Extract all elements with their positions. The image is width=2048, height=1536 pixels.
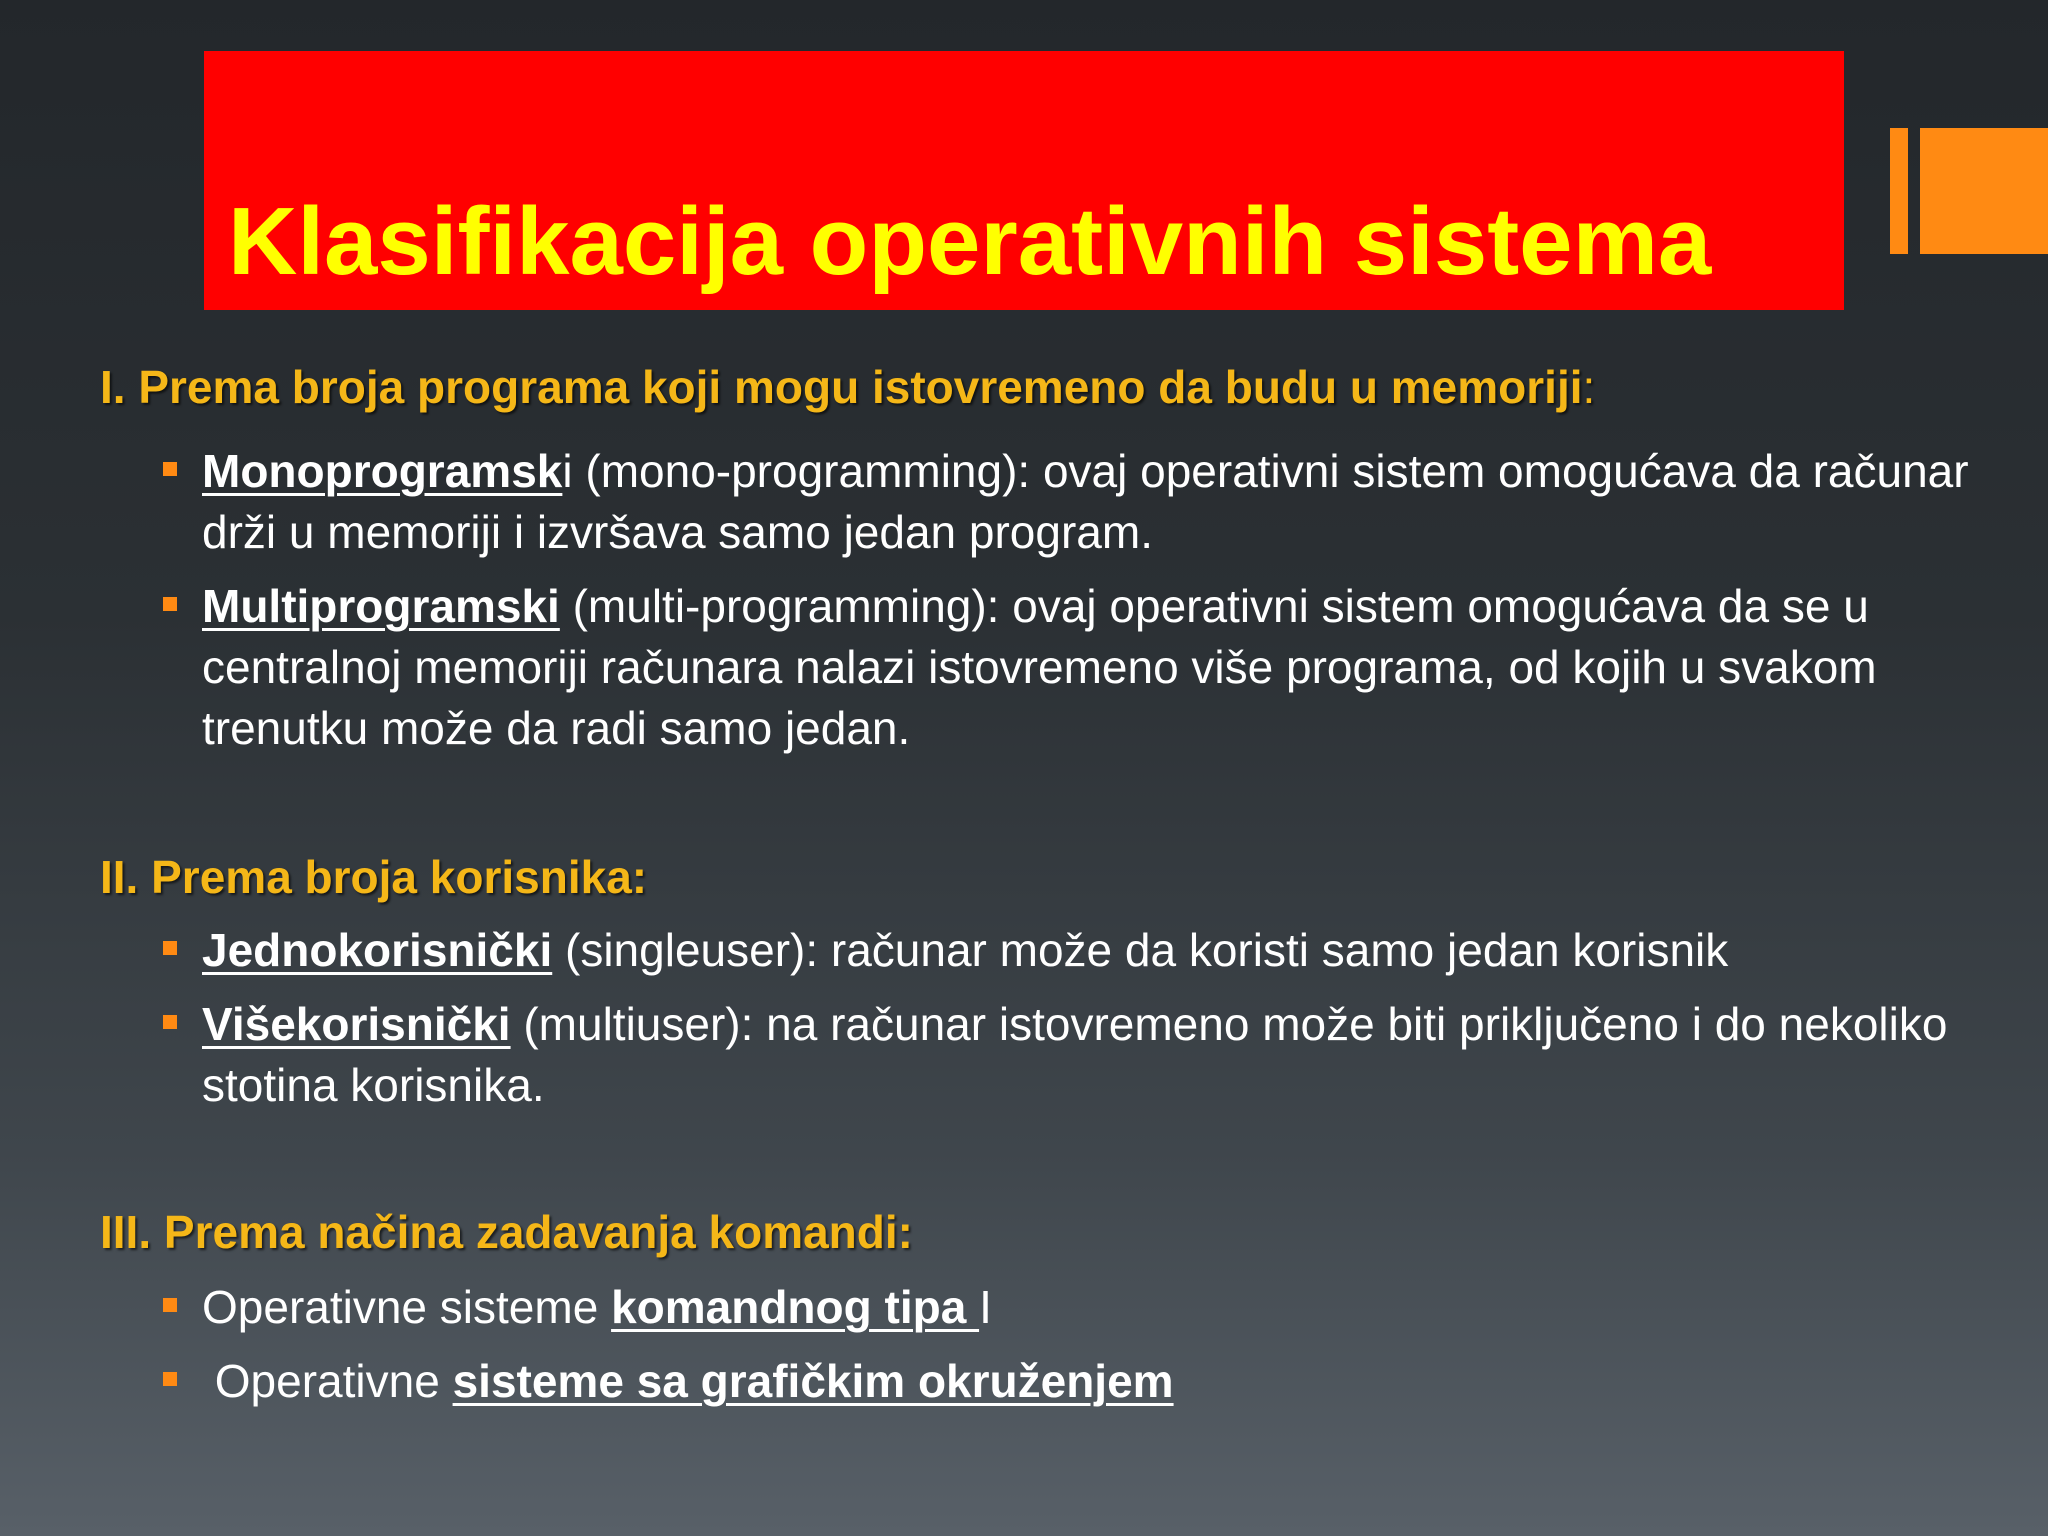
accent-bar	[1890, 128, 1908, 254]
section-heading-1	[100, 360, 1595, 415]
bullet-item-multiprogramski	[202, 576, 1982, 759]
section-heading-1-colon: :	[1582, 361, 1596, 413]
square-bullet-icon	[163, 1015, 177, 1029]
item-text: (multiuser): na računar istovremeno može biti priključeno i do nekoliko stotina korisnika.	[202, 998, 1948, 1111]
square-bullet-icon	[163, 462, 177, 476]
section-heading-1-text: I. Prema broja programa koji mogu istovremeno da budu u memoriji	[100, 361, 1583, 413]
bullet-item-graficko-okruzenje	[202, 1351, 1982, 1412]
term-multiprogramski: Multiprogramski	[202, 580, 560, 632]
section-heading-2: II. Prema broja korisnika:	[100, 851, 648, 903]
section-heading-3: III. Prema načina zadavanja komandi:	[100, 1206, 913, 1258]
accent-block	[1920, 128, 2048, 254]
slide-title: Klasifikacija operativnih sistema	[228, 188, 1712, 295]
bullet-item-komandnog-tipa	[202, 1277, 1982, 1338]
item-prefix: Operativne	[202, 1355, 453, 1407]
title-banner	[204, 51, 1844, 310]
bullet-item-visekorisnicki	[202, 994, 1982, 1116]
item-text: (multi-programming): ovaj operativni sistem omogućava da se u centralnoj memoriji računara nalazi istovremeno više programa, od kojih u svakom trenutku može da radi samo jedan.	[202, 580, 1877, 754]
bullet-item-monoprogramski	[202, 441, 1982, 563]
term-jednokorisnicki: Jednokorisnički	[202, 924, 553, 976]
square-bullet-icon	[163, 1298, 177, 1312]
square-bullet-icon	[163, 597, 177, 611]
term-monoprogramski: Monoprogramsk	[202, 445, 563, 497]
term-graficko-okruzenje: sisteme sa grafičkim okruženjem	[452, 1355, 1174, 1407]
bullet-item-jednokorisnicki	[202, 920, 1982, 981]
item-prefix: Operativne sisteme	[202, 1281, 612, 1333]
item-text: (mono-programming): ovaj operativni sistem omogućava da računar drži u memoriji i izvršava samo jedan program.	[202, 445, 1969, 558]
term-suffix: i	[562, 445, 573, 497]
term-visekorisnicki: Višekorisnički	[202, 998, 511, 1050]
item-text: I	[979, 1281, 992, 1333]
square-bullet-icon	[163, 1372, 177, 1386]
square-bullet-icon	[163, 941, 177, 955]
item-text: (singleuser): računar može da koristi samo jedan korisnik	[552, 924, 1729, 976]
term-komandnog-tipa: komandnog tipa	[611, 1281, 980, 1333]
